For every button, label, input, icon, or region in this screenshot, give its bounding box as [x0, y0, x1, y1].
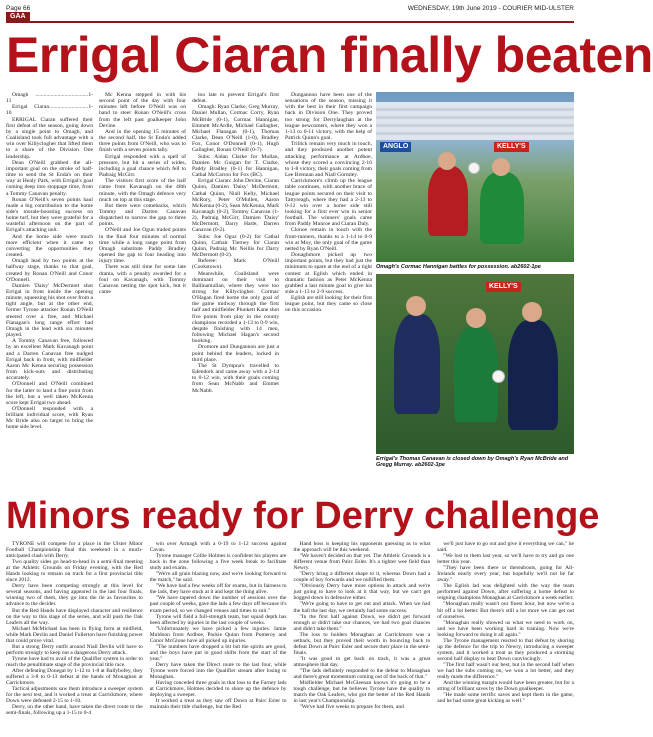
- article-body: [6, 92, 372, 485]
- paragraph: Tyrone manager Collie Holmes is confident his players are back in the zone following a five week break to facilitate study and exams.: [149, 553, 287, 572]
- paragraph: But the Red Hands have displayed character and resilience on the way to this stage of the series, and will push the Oak Leafers all the way.: [6, 607, 143, 626]
- paragraph: The loss to holders Monaghan at Carrickmore was a setback, but they proved their worth in bouncing back to defeat Down at Pairc Esler and secure their place in the semi-finals.: [293, 631, 431, 656]
- paragraph: Carrickmore's climb up the league table continues, with another brace of league points secured on their visit to Tattyreagh, where they had a 2-13 to 0-12 win over a home side still looking for a first ever win in senior football. The winners' goals came from Paddy Munroe and Ciaran Daly.: [285, 178, 372, 228]
- ad-banner: ANGLO: [380, 142, 411, 152]
- second-headline: Minors ready for Derry challenge: [6, 495, 600, 537]
- grandstand: [376, 102, 574, 140]
- page-number: Page 66: [6, 4, 31, 12]
- player-head: [492, 158, 510, 176]
- photo-caption-2: Errigal's Thomas Canavan is closed down by Omagh's Ryan McBride and Gregg Murray. ab2602-3pe: [376, 456, 569, 469]
- article-column-4: [285, 92, 372, 485]
- paragraph: TYRONE will compete for a place in the Ulster Minor Football Championship final this weekend in a much-anticipated clash with Derry.: [6, 541, 143, 560]
- paragraph: "Obviously Derry have more options in attack and we're just going to have to look at it that way, but we can't get bogged down in defensive either.: [293, 583, 431, 602]
- paragraph: "In the first half against Down, we didn't get forward enough or didn't take our chances, we had two goal chances and didn't take them.": [293, 613, 431, 632]
- paragraph: "We lost to them last year, so we'll have to try and go one better this year.: [437, 553, 574, 566]
- paragraph: Tyrone will field a full-strength team, but squad depth has been affected by injuries in the last couple of weeks.: [149, 613, 287, 626]
- second-article-column-2: [150, 541, 287, 733]
- paragraph: A Tommy Canavan free, followed by an excellent Mark Kavanagh point and a Darren Canavan free nudged Errigal back in front, with midfielder Aaron Mc Kenna securing possession from kick-outs and distributing accurately.: [6, 338, 93, 382]
- paragraph: And the winning margin would have been greater, but for a string of brilliant saves by the Down goalkeeper.: [437, 680, 574, 693]
- paragraph: Dromore and Dungannon are just a point behind the leaders, locked in third place.: [192, 344, 279, 363]
- paragraph: But there were comebacks, which Tommy and Darren Canavan dispatched to narrow the gap to three points.: [99, 202, 186, 228]
- paragraph: Subs: Aidan Clarke for Mullan, Damien Mc Guigan for T. Clarke, Paddy Bradley (0-1) for Hannigan, Cathal McCarron for Fox (BC).: [192, 153, 279, 179]
- paragraph: "Unfortunately we have picked a few injuries. Jamie Muldoon from Ardboe, Packie Quinn from Pomeroy and Conor McGlone have all picked up injuries.: [149, 625, 287, 644]
- paragraph: "The lads definitely responded to the defeat to Monaghan and there's great momentum coming out of the back of that.": [293, 667, 431, 681]
- second-article-column-1: [6, 541, 143, 733]
- paragraph: O'Neill and Joe Ogun traded points in the final four minutes of normal time while a long range point from Omagh substitute Paddy Bradley opened the gap to four heading into injury time.: [99, 227, 186, 265]
- paragraph: Tyrone have had to avail of the Qualifier system in order to reach the penultimate stage of the provincial title race.: [6, 655, 143, 668]
- match-photo-1: [376, 92, 574, 262]
- paragraph: Meanwhile, Coalisland were dominant on their visit to Ballinamullan, where they were too strong for Killyclogher. Cormac O'Hagan fired home the only goal of the game midway through the first half and midfielder Plunkett Kane shot five points from play in the county champions recorded a 1-13 to 0-9 win, despite finishing with 14 men, following Michael Hagan's second booking.: [192, 270, 279, 345]
- paragraph: Trillick remain very much in touch, and they produced another potent attacking performance at Ardboe, whose they scored a convincing 2-16 to 1-8 victory, their goals coming from Lee Brennan and Niall Gormley.: [285, 141, 372, 179]
- errigal-player: [480, 172, 524, 244]
- paragraph: Midfielder Michael McGleenan knows it's going to be a tough challenge, but he believes Tyrone have the quality to match the Oak Leafers, who got the better of the Red Hands in last year's Championship.: [293, 680, 431, 705]
- paragraph: "They have been there or thereabouts, going for All-Irelands nearly every year, but hopefully we'll not be far away.": [437, 565, 574, 584]
- paragraph: Referee: Mark O'Neill (Cookstown).: [192, 258, 279, 271]
- paragraph: After defeating Donegal by 1-12 to 1-8 at Ballybofey, they suffered a 3-8 to 0-13 defeat at the hands of Monaghan at Carrickmore.: [6, 667, 143, 687]
- second-article-body: [6, 541, 574, 733]
- section-tag: GAA: [6, 12, 30, 21]
- omagh-player: [394, 314, 440, 414]
- paragraph: Dean O'Neill grabbed the all-important goal on the stroke of half-time to send the St Enda's on their way at Healy Park, with Errigal's goal coming deep into stoppage time, from a Tommy Canavan penalty.: [6, 159, 93, 197]
- paragraph: Mc Kenna stepped in with his second point of the day with four minutes left before O'Neill was on hand to steer Ronan O'Neill's cross from the left past goalkeeper John Devine.: [99, 92, 186, 129]
- date-line: WEDNESDAY, 19th June 2019 - COURIER MID-ULSTER: [407, 4, 574, 12]
- paragraph: Derry have been competing strongly at this level for several seasons, and having appeared in the last four finals, winning two of them, they go into the tie as favourites to advance to the decider.: [6, 583, 143, 608]
- paragraph: There was still time for some late drama, with a penalty awarded for a foul on Kavanagh, with Tommy Canavan netting the spot kick, but it came: [99, 264, 186, 295]
- paragraph: The Tyrone management reacted to that defeat by shoring up the defence for the trip to Newry, introducing a sweeper system, and it worked a treat as they produced a storming second half display to beat Down convincingly.: [437, 637, 574, 662]
- paragraph: "It was good to get back on track, it was a great atmosphere that day.: [293, 655, 431, 668]
- paragraph: Clonoe remain in touch with the front-runners, thanks to a 1-14 to 0-9 win at Moy, the only goal of the game netted by Ryan O'Neill.: [285, 227, 372, 252]
- player-head: [406, 296, 426, 316]
- photo-caption-1: Omagh's Cormac Hannigan battles for possession. ab2602-1pe: [376, 264, 541, 270]
- paragraph: Omagh ......................................1-11: [6, 92, 93, 105]
- main-headline: Errigal Ciaran finally beaten: [6, 27, 653, 83]
- paragraph: It worked a treat as they saw off Down at Pairc Esler to maintain their title challenge, but the Red: [149, 698, 287, 711]
- paragraph: O'Donnell responded with a brilliant individual score, with Ryan Mc Bride also on target to bring the home side level.: [6, 405, 93, 431]
- second-article-column-3: [294, 541, 431, 733]
- player-head: [466, 308, 486, 328]
- paragraph: "We're all grain blazing now, and we're looking forward to the match," he said.: [149, 571, 287, 584]
- paragraph: "We haven't decided on that yet. The Athletic Grounds is a different venue from Pairc Esler. It's a tighter wee field than Newry.: [293, 553, 431, 572]
- paragraph: The Eglish lad was delighted with the way the team performed against Down, after suffering a home defeat to reigning champions Monaghan at Carrickmore a week earlier.: [437, 583, 574, 602]
- paragraph: Errigal Ciaran............................1-10: [6, 104, 93, 117]
- paragraph: "The numbers have dropped a bit but the spirits are good, and the boys have put in good shifts from the start of the year.": [149, 643, 287, 662]
- paragraph: "Monaghan really wasn't our finest hour, but now we're a bit off a lot better. But there's still a lot more we can get out of ourselves.: [437, 601, 574, 620]
- football: [492, 370, 505, 383]
- paragraph: Omagh lead by two points at the halfway stage, thanks to that goal, created by Ronan O'Neill and Conor O'Donnell.: [6, 258, 93, 283]
- section-rule: [6, 13, 574, 23]
- paragraph: Derry, on the other hand, have taken the direct route to the semi-finals, following up a 1-15 to 0-4: [6, 704, 143, 717]
- paragraph: O'Donnell and O'Neill combined for the latter to land a fine point from the left, but a well taken McKenna score kept Errigal two ahead.: [6, 381, 93, 406]
- paragraph: Tactical adjustments saw them introduce a sweeper system for the next test, and it worked a treat at Carrickmore, where Down were defeated 2-15 to 1-10.: [6, 686, 143, 705]
- paragraph: we'll just have to go out and give it everything we can," he said.: [437, 541, 574, 554]
- match-photo-2: [376, 274, 574, 454]
- paragraph: Michael McMichael has been in flying form at midfield, while Mark Devlin and Daniel Fullerton have finishing power that could prove vital.: [6, 625, 143, 644]
- paragraph: Errigal Ciaran: John Devine, Ciaran Quinn, Damien 'Daisy' McDermott, Cathal Quinn, Niall Kelly, Michael McRory, Peter O'Mullen, Aaron McKenna (0-2), Sean McKenna, Mark Kavanagh (0-2), Tommy Canavan (1-2), Padraig McGirr, Damien 'Daisy' McDermott, Darry Harte, Darren Canavan (0-2).: [192, 178, 279, 234]
- paragraph: "The first half wasn't our best, but in the second half when we had the subs coming on, we won a lot better, and they really made the difference.": [437, 661, 574, 681]
- article-column-3: [192, 92, 279, 485]
- paragraph: "We're going to have to get out and attack. When we had the ball the last day, we certainly had some success.: [293, 601, 431, 614]
- paragraph: Dungannon have been one of the sensations of the season, missing it with the best in their first campaign back in Division One. They proved too strong for Derrylaughan at the league newcomers, where they won a 1-13 to 0-11 victory, with the help of Patrick Quinn's goal.: [285, 92, 372, 142]
- paragraph: Two quality sides go head-to-head in a semi-final meeting at the Athletic Grounds on Friday evening, with the Red Hands looking to remain on track for a first provincial title since 2012.: [6, 559, 143, 584]
- omagh-player: [508, 320, 558, 430]
- paragraph: Derry have taken the Direct route to the last four, while Tyrone were forced into the Qualifier stream after losing to Monaghan.: [149, 661, 287, 681]
- paragraph: Donaghmore picked up two important points, but they had just the minimum to spare at the end of a tight contest at Eglish which ended in dramatic fashion as Peter McKenna grabbed a last minute goal to give his side a 1-13 to 2-9 success.: [285, 252, 372, 295]
- paragraph: ERRIGAL Ciaran suffered their first defeat of the season, going down by a single point to Omagh, and Coalisland took full advantage with a win over Killyclogher that lifted them to a share of the Division One leadership.: [6, 116, 93, 160]
- paragraph: win over Armagh with a 0-19 to 1-12 success against Cavan.: [149, 541, 287, 554]
- player-head: [438, 152, 456, 170]
- page-header: [6, 3, 574, 13]
- paragraph: The St Dympna's travelled to Edendork and came away with a 2-14 to 0-12 win, with their goals coming from Sean McNabb and Emmet McNabb.: [192, 362, 279, 394]
- football: [468, 162, 480, 174]
- paragraph: "We have had a few weeks off for exams, but in fairness to the lads, they have stuck at it and kept the thing alive.: [149, 583, 287, 596]
- paragraph: And the home side were much more efficient when it came to converting the opportunities they created.: [6, 233, 93, 259]
- article-column-2: [99, 92, 186, 485]
- paragraph: too late to prevent Errigal's first defeat.: [192, 92, 279, 105]
- ad-banner: KELLY'S: [486, 282, 521, 292]
- paragraph: "Monaghan really showed us what we need to work on, and we have been working hard in training. Now we're looking forward to doing it all again.": [437, 619, 574, 638]
- article-column-1: [6, 92, 93, 485]
- ad-banner: KELLY'S: [494, 142, 529, 152]
- paragraph: "We've had five weeks to prepare for them, and: [299, 704, 404, 711]
- paragraph: Eglish are still looking for their first league point, but they came so close on this occasion.: [285, 295, 372, 314]
- omagh-player: [428, 166, 468, 236]
- paragraph: "We have tapered down the number of sessions over the past couple of weeks, gave the lads a few days off because it's exam period, so we changed venues and times to suit.": [149, 595, 287, 614]
- paragraph: Having conceded three goals in that loss to the Farney lads at Carrickmore, Holmes decided to shore up the defence by deploying a sweeper.: [149, 680, 287, 699]
- paragraph: The visitors first score of the half came from Kavanagh on the 48th minute, with the Omagh defence very much on top at this stage.: [99, 178, 186, 203]
- paragraph: Errigal responded with a spell of pressure, but hit a series of wides, including a goal chance which fell to Padraig McGirr.: [99, 153, 186, 179]
- paragraph: But a strong Derry outfit around Niall Devlin will have to perform strongly to keep out a dangerous Derry attack.: [6, 643, 143, 656]
- second-article-column-4: [437, 541, 574, 733]
- paragraph: Subs: Joe Oguz (0-2) for Cathal Quinn, Cathair Tierney for Ciaran Quinn, Padraig Mc Neillis for Darry McDermott (0-2).: [192, 233, 279, 259]
- paragraph: Hand boss is keeping his opponents guessing as to what the approach will be this weekend.: [293, 541, 431, 554]
- paragraph: And in the opening 15 minutes of the second half, the St Enda's added three points from O'Neill, who was to finish with a seven points tally.: [99, 128, 186, 154]
- paragraph: Ronan O'Neill's seven points haul made a big contribution to the home side's morale-boosting success on home turf, but they were grateful for a wasteful afternoon on the part of Errigal's attacking unit.: [6, 196, 93, 234]
- paragraph: "He made some terrific saves and kept them in the game, and he had some great kicking as well.": [437, 692, 574, 705]
- paragraph: "Derry bring a different shape to it, whereas Down had a couple of boy forwards and we nullified them.: [293, 571, 431, 584]
- paragraph: Damien 'Daisy' McDermott shot Errigal in front inside the opening minute, squeezing his shot over from a tight angle, but at the other end, former Tyrone attacker Ronan O'Neill steered over a free, and Michael Flanagan's long range effort had Omagh in the lead with six minutes played.: [6, 282, 93, 339]
- player-head: [522, 302, 542, 322]
- paragraph: Omagh: Ryan Clarke, Greg Murray, Daniel Mullan, Cormac Corry, Ryan McBride (0-1), Cormac Hannigan, Emmett McArdle, Michael Gallagher, Michael Flanagan (0-1), Thomas Clarke, Dean O'Neill (1-0), Bradley Fox, Conor O'Donnell (0-1), Hugh Gallagher, Ronan O'Neill (0-7).: [192, 104, 279, 154]
